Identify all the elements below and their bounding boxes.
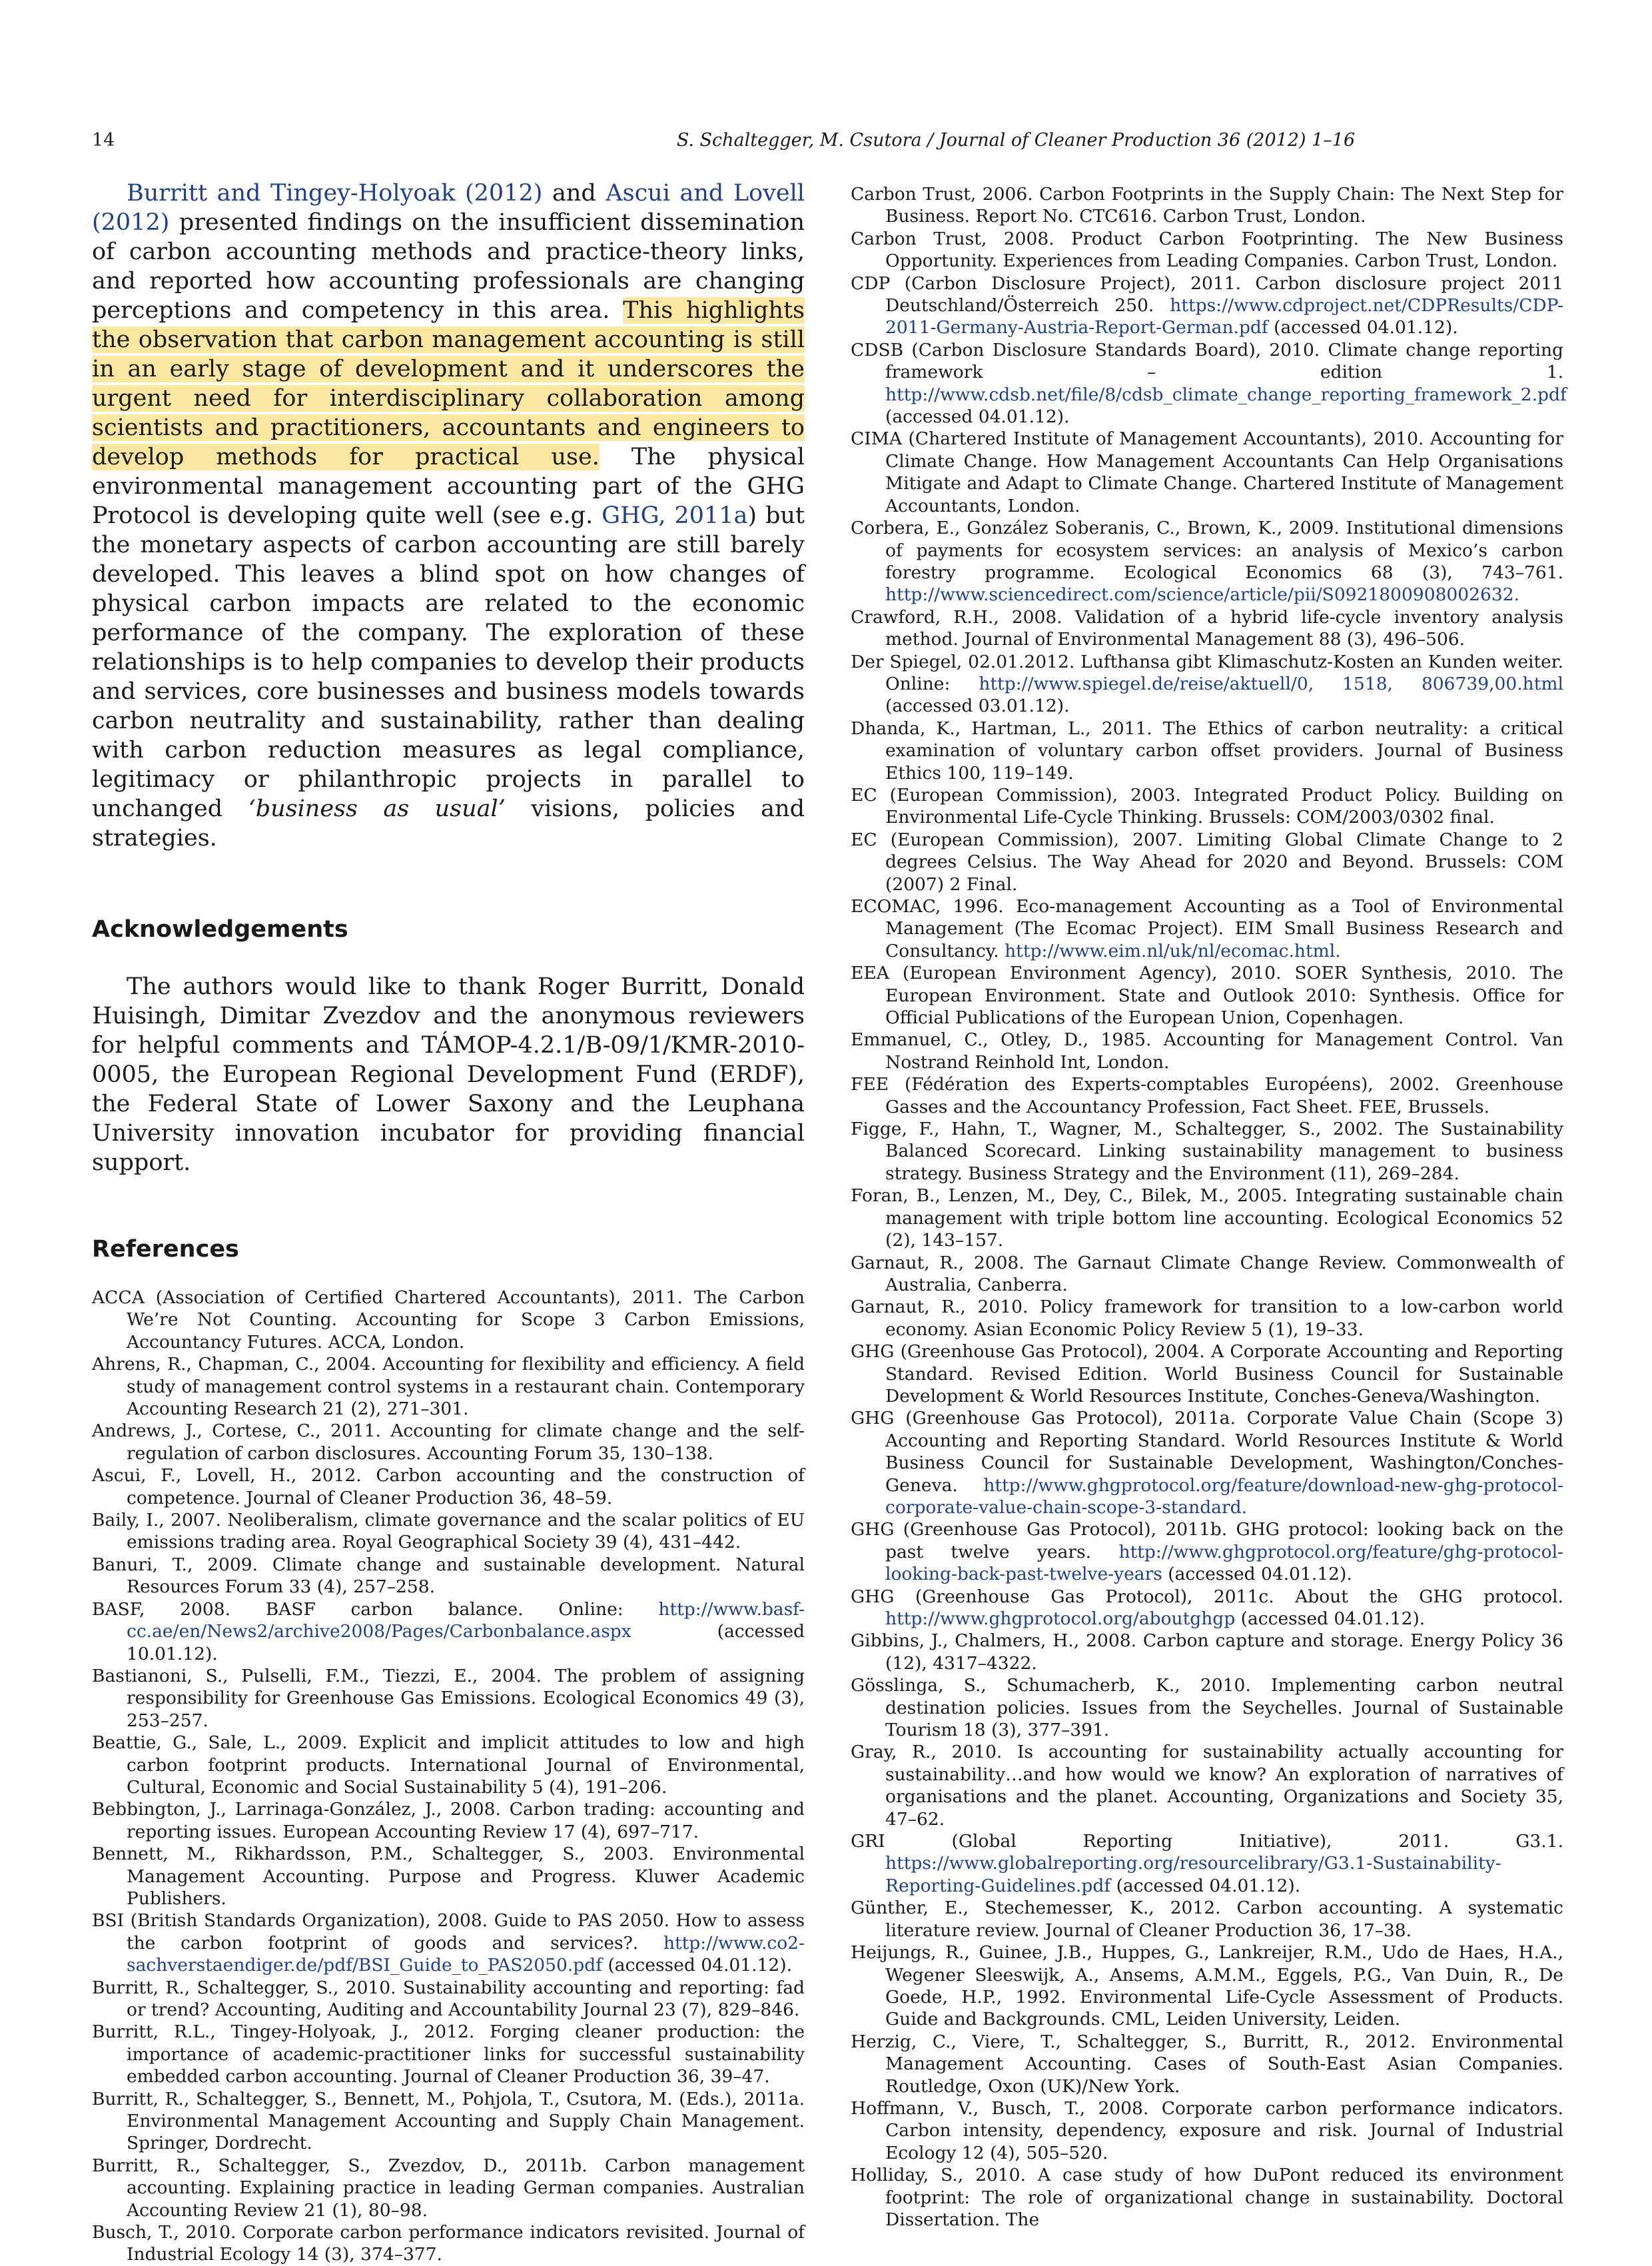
reference-text: Foran, B., Lenzen, M., Dey, C., Bilek, M., 2005. Integrating sustainable chain management with triple bottom line accounting. Ecological Economics 52 (2), 143–157. (851, 1185, 1563, 1251)
reference-url-link[interactable]: http://www.basf-cc.ae/en/News2/archive2008/Pages/Carbonbalance.aspx (127, 1598, 805, 1642)
reference-text: Burritt, R.L., Tingey-Holyoak, J., 2012. Forging cleaner production: the importance of academic-practitioner links for successful sustainability embedded carbon accounting. Journal of Cleaner Production 36, 39–47. (92, 2021, 805, 2087)
reference-text: Baily, I., 2007. Neoliberalism, climate governance and the scalar politics of EU emissions trading area. Royal Geographical Society 39 (4), 431–442. (92, 1510, 805, 1553)
reference-text: Ascui, F., Lovell, H., 2012. Carbon accounting and the construction of competence. Journal of Cleaner Production 36, 48–59. (92, 1465, 805, 1508)
body-text: presented findings on the insufficient dissemination of carbon accounting methods and practice-theory links, and reported how accounting professionals are changing perceptions and competency in this area. (92, 209, 805, 324)
reference-entry (92, 2021, 805, 2087)
reference-url-link[interactable]: https://www.globalreporting.org/resourcelibrary/G3.1-Sustainability-Reporting-Guidelines.pdf (885, 1853, 1501, 1896)
acknowledgements-heading: Acknowledgements (92, 916, 348, 943)
references-heading: References (92, 1236, 239, 1263)
reference-entry (851, 1830, 1563, 1897)
reference-entry (92, 1732, 805, 1798)
reference-text: GRI (Global Reporting Initiative), 2011. G3.1. (851, 1831, 1563, 1852)
reference-text: CDSB (Carbon Disclosure Standards Board), 2010. Climate change reporting framework – edition 1. (851, 339, 1563, 383)
reference-text: BSI (British Standards Organization), 2008. Guide to PAS 2050. How to assess the carbon footprint of goods and services?. (92, 1910, 805, 1954)
reference-text: Carbon Trust, 2006. Carbon Footprints in the Supply Chain: The Next Step for Business. Report No. CTC616. Carbon Trust, London. (851, 184, 1563, 227)
reference-url-link[interactable]: http://www.co2-sachverstaendiger.de/pdf/BSI_Guide_to_PAS2050.pdf (127, 1932, 805, 1976)
reference-entry (851, 1252, 1563, 1297)
reference-url-link[interactable]: http://www.ghgprotocol.org/feature/download-new-ghg-protocol-corporate-value-chain-scope-3-standard. (885, 1474, 1563, 1518)
reference-text: GHG (Greenhouse Gas Protocol), 2011c. About the GHG protocol. (851, 1586, 1563, 1607)
reference-entry (851, 1407, 1563, 1518)
reference-text: ECOMAC, 1996. Eco-management Accounting as a Tool of Environmental Management (The Ecomac Project). EIM Small Business Research and Consultancy. (851, 896, 1563, 961)
reference-entry (851, 2097, 1563, 2164)
reference-text: Bennett, M., Rikhardsson, P.M., Schaltegger, S., 2003. Environmental Management Accounting. Purpose and Progress. Kluwer Academic Publishers. (92, 1844, 805, 1909)
reference-entry (851, 829, 1563, 895)
reference-entry (851, 1942, 1563, 2031)
reference-text: Busch, T., 2010. Corporate carbon performance indicators revisited. Journal of Industrial Ecology 14 (3), 374–377. (92, 2222, 805, 2265)
reference-entry (851, 1073, 1563, 1118)
citation-link[interactable]: GHG, 2011a (602, 502, 748, 529)
reference-text: Holliday, S., 2010. A case study of how DuPont reduced its environment footprint: The role of organizational change in sustainability. Doctoral Dissertation. The (851, 2165, 1563, 2230)
reference-entry (851, 2164, 1563, 2231)
body-text: visions, policies and strategies. (92, 796, 805, 851)
reference-entry (92, 1598, 805, 1665)
reference-entry (851, 1185, 1563, 1251)
reference-text: EC (European Commission), 2003. Integrated Product Policy. Building on Environmental Life-Cycle Thinking. Brussels: COM/2003/0302 final. (851, 784, 1563, 828)
reference-text: BASF, 2008. BASF carbon balance. Online: (92, 1598, 659, 1620)
citation-link[interactable]: Burritt and Tingey-Holyoak (2012) (127, 180, 543, 207)
reference-text: CDP (Carbon Disclosure Project), 2011. Carbon disclosure project 2011 Deutschland/Österreich 250. (851, 273, 1563, 316)
reference-url-link[interactable]: http://www.eim.nl/uk/nl/ecomac.html. (1005, 940, 1341, 961)
reference-text: Bastianoni, S., Pulselli, F.M., Tiezzi, E., 2004. The problem of assigning responsibility for Greenhouse Gas Emissions. Ecological Economics 49 (3), 253–257. (92, 1665, 805, 1731)
reference-entry (851, 2031, 1563, 2097)
reference-url-link[interactable]: http://www.sciencedirect.com/science/article/pii/S0921800908002632. (885, 584, 1520, 606)
reference-text: Gray, R., 2010. Is accounting for sustainability actually accounting for sustainability…and how would we know? An exploration of narratives of organisations and the planet. Accounting, Organizations and Society 35, 47–62. (851, 1742, 1563, 1830)
reference-accessed-date: (accessed 03.01.12). (885, 696, 1070, 717)
reference-entry (851, 962, 1563, 1029)
right-column (851, 183, 1567, 2231)
reference-entry (851, 339, 1567, 428)
reference-text: Hoffmann, V., Busch, T., 2008. Corporate carbon performance indicators. Carbon intensity, dependency, exposure and risk. Journal of Industrial Ecology 12 (4), 505–520. (851, 2097, 1563, 2163)
reference-entry (92, 1554, 805, 1598)
reference-text: Dhanda, K., Hartman, L., 2011. The Ethics of carbon neutrality: a critical examination of voluntary carbon offset providers. Journal of Business Ethics 100, 119–149. (851, 718, 1563, 784)
intro-paragraph (92, 179, 805, 853)
reference-entry (92, 2088, 805, 2155)
reference-text: Günther, E., Stechemesser, K., 2012. Carbon accounting. A systematic literature review. Journal of Cleaner Production 36, 17–38. (851, 1898, 1563, 1941)
reference-text: Corbera, E., González Soberanis, C., Brown, K., 2009. Institutional dimensions of payments for ecosystem services: an analysis of Mexico’s carbon forestry programme. Ecological Economics 68 (3), 743–761. (851, 518, 1563, 583)
reference-accessed-date: (accessed 04.01.12). (1110, 1875, 1301, 1896)
reference-text: Bebbington, J., Larrinaga-González, J., 2008. Carbon trading: accounting and reporting issues. European Accounting Review 17 (4), 697–717. (92, 1799, 805, 1842)
reference-text: Banuri, T., 2009. Climate change and sustainable development. Natural Resources Forum 33 (4), 257–258. (92, 1554, 805, 1598)
references-list-left (92, 1287, 805, 2266)
reference-entry (851, 1897, 1563, 1942)
reference-text: Andrews, J., Cortese, C., 2011. Accounting for climate change and the self-regulation of carbon disclosures. Accounting Forum 35, 130–138. (92, 1420, 805, 1464)
reference-text: ACCA (Association of Certified Chartered Accountants), 2011. The Carbon We’re Not Counting. Accounting for Scope 3 Carbon Emissions, Accountancy Futures. ACCA, London. (92, 1287, 805, 1353)
reference-accessed-date: (accessed 04.01.12). (1235, 1608, 1426, 1629)
reference-entry (851, 651, 1563, 718)
left-column (92, 179, 805, 2266)
reference-entry (92, 2155, 805, 2221)
reference-entry (851, 1296, 1563, 1341)
reference-entry (851, 1518, 1563, 1585)
reference-text: Heijungs, R., Guinee, J.B., Huppes, G., Lankreijer, R.M., Udo de Haes, H.A., Wegener Sleeswijk, A., Ansems, A.M.M., Eggels, P.G., Van Duin, R., De Goede, H.P., 1992. Environmental Life-Cycle Assessment of Products. Guide and Backgrounds. CML, Leiden University, Leiden. (851, 1942, 1563, 2030)
reference-url-link[interactable]: http://www.spiegel.de/reise/aktuell/0, 1518, 806739,00.html (979, 673, 1563, 694)
page-number: 14 (92, 130, 115, 151)
reference-url-link[interactable]: http://www.cdsb.net/file/8/cdsb_climate_change_reporting_framework_2.pdf (885, 384, 1567, 405)
acknowledgements-paragraph: The authors would like to thank Roger Burritt, Donald Huisingh, Dimitar Zvezdov and the anonymous reviewers for helpful comments and TÁMOP-4.2.1/B-09/1/KMR-2010-0005, the European Regional Development Fund (ERDF), the Federal State of Lower Saxony and the Leuphana University innovation incubator for providing financial support. (92, 973, 805, 1176)
reference-text: Gibbins, J., Chalmers, H., 2008. Carbon capture and storage. Energy Policy 36 (12), 4317–4322. (851, 1630, 1563, 1674)
reference-entry (92, 1420, 805, 1464)
reference-entry (851, 183, 1563, 228)
reference-entry (851, 1630, 1563, 1674)
running-header: S. Schaltegger, M. Csutora / Journal of Cleaner Production 36 (2012) 1–16 (676, 130, 1356, 151)
reference-entry (92, 1977, 805, 2021)
reference-text: Burritt, R., Schaltegger, S., 2010. Sustainability accounting and reporting: fad or trend? Accounting, Auditing and Accountability Journal 23 (7), 829–846. (92, 1977, 805, 2020)
references-list-right (851, 183, 1567, 2231)
reference-text: Beattie, G., Sale, L., 2009. Explicit and implicit attitudes to low and high carbon footprint products. International Journal of Environmental, Cultural, Economic and Social Sustainability 5 (4), 191–206. (92, 1732, 805, 1798)
reference-entry (851, 1029, 1563, 1073)
reference-entry (851, 1341, 1563, 1407)
reference-text: EEA (European Environment Agency), 2010. SOER Synthesis, 2010. The European Environment. State and Outlook 2010: Synthesis. Office for Official Publications of the European Union, Copenhagen. (851, 963, 1563, 1029)
reference-entry (92, 1287, 805, 1353)
reference-text: Der Spiegel, 02.01.2012. Lufthansa gibt Klimaschutz-Kosten an Kunden weiter. Online: (851, 651, 1563, 694)
reference-entry (92, 2221, 805, 2266)
reference-entry (851, 784, 1563, 829)
reference-text: GHG (Greenhouse Gas Protocol), 2011a. Corporate Value Chain (Scope 3) Accounting and Reporting Standard. World Resources Institute & World Business Council for Sustainable Development, Washington/Conches-Geneva. (851, 1408, 1563, 1496)
reference-accessed-date: (accessed 04.01.12). (1268, 317, 1458, 338)
reference-entry (851, 718, 1563, 784)
reference-text: Garnaut, R., 2008. The Garnaut Climate Change Review. Commonwealth of Australia, Canberra. (851, 1252, 1563, 1295)
body-text: ) but the monetary aspects of carbon accounting are still barely developed. This leaves a blind spot on how changes of physical carbon impacts are related to the economic performance of the company. The exploration of these relationships is to help companies to develop their products and services, core businesses and business models towards carbon neutrality and sustainability, rather than dealing with carbon reduction measures as legal compliance, legitimacy or philanthropic projects in parallel to unchanged (92, 502, 805, 822)
reference-text: Gösslinga, S., Schumacherb, K., 2010. Implementing carbon neutral destination policies. Issues from the Seychelles. Journal of Sustainable Tourism 18 (3), 377–391. (851, 1675, 1563, 1741)
reference-text: Herzig, C., Viere, T., Schaltegger, S., Burritt, R., 2012. Environmental Management Accounting. Cases of South-East Asian Companies. Routledge, Oxon (UK)/New York. (851, 2031, 1563, 2097)
reference-text: Ahrens, R., Chapman, C., 2004. Accounting for flexibility and efficiency. A field study of management control systems in a restaurant chain. Contemporary Accounting Research 21 (2), 271–301. (92, 1354, 805, 1420)
reference-text: Emmanuel, C., Otley, D., 1985. Accounting for Management Control. Van Nostrand Reinhold Int, London. (851, 1029, 1563, 1073)
reference-text: Crawford, R.H., 2008. Validation of a hybrid life-cycle inventory analysis method. Journal of Environmental Management 88 (3), 496–506. (851, 606, 1563, 650)
reference-text: FEE (Fédération des Experts-comptables Européens), 2002. Greenhouse Gasses and the Accountancy Profession, Fact Sheet. FEE, Brussels. (851, 1074, 1563, 1117)
body-text: The physical environmental management accounting part of the GHG Protocol is developing quite well (see e.g. (92, 444, 805, 529)
body-text: and (542, 180, 606, 207)
reference-accessed-date: (accessed 10.01.12). (127, 1621, 805, 1664)
reference-entry (851, 1586, 1563, 1630)
reference-entry (851, 428, 1563, 517)
reference-text: Garnaut, R., 2010. Policy framework for transition to a low-carbon world economy. Asian Economic Policy Review 5 (1), 19–33. (851, 1297, 1563, 1340)
reference-accessed-date: (accessed 04.01.12). (885, 406, 1070, 428)
reference-entry (92, 1910, 805, 1976)
reference-entry (92, 1464, 805, 1509)
reference-entry (851, 228, 1563, 273)
reference-url-link[interactable]: https://www.cdproject.net/CDPResults/CDP-2011-Germany-Austria-Report-German.pdf (885, 295, 1563, 338)
reference-entry (92, 1509, 805, 1554)
reference-text: EC (European Commission), 2007. Limiting Global Climate Change to 2 degrees Celsius. The Way Ahead for 2020 and Beyond. Brussels: COM (2007) 2 Final. (851, 829, 1563, 895)
reference-text: GHG (Greenhouse Gas Protocol), 2011b. GHG protocol: looking back on the past twelve years. (851, 1519, 1563, 1562)
reference-url-link[interactable]: http://www.ghgprotocol.org/aboutghgp (885, 1608, 1236, 1629)
reference-entry (851, 1118, 1563, 1185)
reference-accessed-date: (accessed 04.01.12). (1162, 1564, 1352, 1585)
reference-entry (92, 1843, 805, 1910)
reference-entry (851, 517, 1563, 606)
reference-text: Burritt, R., Schaltegger, S., Zvezdov, D., 2011b. Carbon management accounting. Explaining practice in leading German companies. Australian Accounting Review 21 (1), 80–98. (92, 2155, 805, 2221)
highlighted-text: This highlights the observation that carbon management accounting is still in an early stage of development and it underscores the urgent need for interdisciplinary collaboration among scientists and practitioners, accountants and engineers to develop methods for practical use. (92, 297, 805, 470)
reference-accessed-date: (accessed 04.01.12). (602, 1955, 792, 1976)
reference-text: Figge, F., Hahn, T., Wagner, M., Schaltegger, S., 2002. The Sustainability Balanced Scorecard. Linking sustainability management to business strategy. Business Strategy and the Environment (11), 269–284. (851, 1119, 1563, 1184)
reference-text: Burritt, R., Schaltegger, S., Bennett, M., Pohjola, T., Csutora, M. (Eds.), 2011a. Environmental Management Accounting and Supply Chain Management. Springer, Dordrecht. (92, 2088, 805, 2154)
reference-url-link[interactable]: http://www.ghgprotocol.org/feature/ghg-protocol-looking-back-past-twelve-years (885, 1541, 1563, 1585)
reference-entry (92, 1798, 805, 1843)
reference-entry (851, 895, 1563, 962)
citation-link[interactable]: Ascui and Lovell (2012) (92, 180, 805, 236)
reference-entry (851, 273, 1563, 339)
reference-text: CIMA (Chartered Institute of Management Accountants), 2010. Accounting for Climate Change. How Management Accountants Can Help Organisations Mitigate and Adapt to Climate Change. Chartered Institute of Management Accountants, London. (851, 428, 1563, 516)
reference-text: Carbon Trust, 2008. Product Carbon Footprinting. The New Business Opportunity. Experiences from Leading Companies. Carbon Trust, London. (851, 228, 1563, 272)
reference-entry (851, 1674, 1563, 1741)
italic-text: ‘business as usual’ (248, 796, 506, 822)
reference-text: GHG (Greenhouse Gas Protocol), 2004. A Corporate Accounting and Reporting Standard. Revised Edition. World Business Council for Sustainable Development & World Resources Institute, Conches-Geneva/Washington. (851, 1341, 1563, 1407)
reference-entry (92, 1353, 805, 1420)
reference-entry (92, 1665, 805, 1732)
reference-entry (851, 1741, 1563, 1830)
reference-entry (851, 606, 1563, 651)
